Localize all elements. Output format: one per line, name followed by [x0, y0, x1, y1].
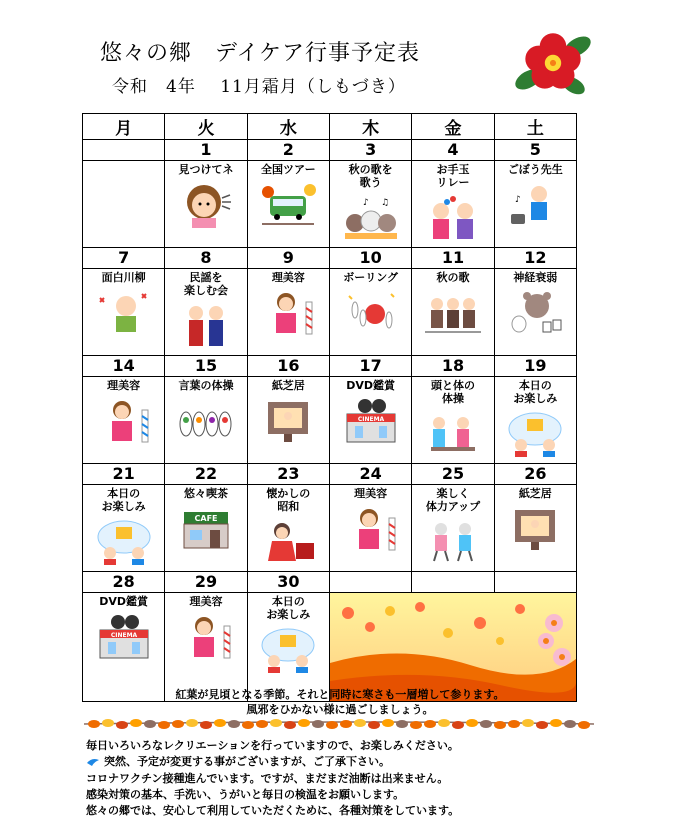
day-number	[83, 140, 165, 161]
day-number: 8	[165, 248, 247, 269]
notice-line-2-text: 突然、予定が変更する事がございますが、ご了承下さい。	[104, 755, 390, 768]
weekday-mon: 月	[83, 114, 165, 140]
day-number: 14	[83, 356, 165, 377]
event-cell	[247, 377, 329, 464]
date-row	[83, 356, 577, 377]
event-label: 本日の お楽しみ	[101, 487, 146, 513]
event-cell	[247, 269, 329, 356]
day-number: 10	[329, 248, 411, 269]
notice-line-5: 悠々の郷では、安心して利用していただくために、各種対策をしています。	[86, 804, 460, 817]
event-label: 紙芝居	[271, 379, 305, 392]
word-cards-icon	[176, 396, 236, 444]
event-label: 言葉の体操	[178, 379, 234, 392]
event-label: DVD鑑賞	[346, 379, 396, 392]
cinema-sign: CINEMA	[357, 416, 384, 423]
day-number: 25	[412, 464, 494, 485]
date-row	[83, 140, 577, 161]
weekday-thu: 木	[329, 114, 411, 140]
day-number: 29	[165, 572, 247, 593]
day-number: 4	[412, 140, 494, 161]
event-cell	[329, 485, 411, 572]
cinema-building-icon	[94, 612, 154, 660]
day-number: 12	[494, 248, 576, 269]
event-label: 本日の お楽しみ	[513, 379, 558, 405]
day-number: 24	[329, 464, 411, 485]
day-number: 22	[165, 464, 247, 485]
svg-text:♫: ♫	[380, 198, 389, 208]
event-cell	[165, 269, 247, 356]
autumn-message-1: 紅葉が見頃となる季節。それと同時に寒さも一層増して参ります。	[175, 688, 505, 701]
event-label: 全国ツアー	[260, 163, 316, 176]
retro-girl-piano-icon	[258, 517, 318, 565]
bird-icon	[86, 757, 100, 767]
elders-singing-icon	[423, 288, 483, 336]
event-row	[83, 485, 577, 572]
animals-singing-icon	[341, 193, 401, 241]
day-number	[494, 572, 576, 593]
cinema-building-icon	[341, 396, 401, 444]
event-label: 理美容	[189, 595, 223, 608]
cafe-storefront-icon	[176, 504, 236, 552]
day-number: 15	[165, 356, 247, 377]
event-cell	[247, 161, 329, 248]
event-cell	[494, 485, 576, 572]
event-cell	[165, 485, 247, 572]
event-cell	[412, 161, 494, 248]
elders-walking-icon	[423, 517, 483, 565]
event-cell	[412, 485, 494, 572]
event-cell	[329, 269, 411, 356]
hairdresser-icon	[176, 612, 236, 660]
weekday-tue: 火	[165, 114, 247, 140]
day-number: 1	[165, 140, 247, 161]
event-label: 見つけてネ	[178, 163, 234, 176]
event-label: 懐かしの 昭和	[266, 487, 311, 513]
event-cell	[329, 161, 411, 248]
event-cell	[412, 269, 494, 356]
autumn-message-2: 風邪をひかない様に過ごしましょう。	[246, 703, 434, 716]
event-label: ごぼう先生	[507, 163, 563, 176]
page-subtitle: 令和 4年 11月霜月（しもづき）	[112, 77, 406, 97]
event-label: 面白川柳	[101, 271, 146, 284]
kamishibai-theater-icon	[258, 396, 318, 444]
notice-line-2	[86, 753, 390, 769]
event-label: 楽しく 体力アップ	[425, 487, 481, 513]
children-surprise-icon	[94, 517, 154, 565]
day-number: 30	[247, 572, 329, 593]
calendar-table	[82, 113, 577, 702]
event-cell	[494, 161, 576, 248]
day-number	[412, 572, 494, 593]
autumn-leaves-divider-icon	[84, 715, 594, 733]
day-number: 2	[247, 140, 329, 161]
event-label: 理美容	[354, 487, 388, 500]
event-label: ボーリング	[343, 271, 399, 284]
event-row	[83, 377, 577, 464]
children-surprise-icon	[258, 625, 318, 673]
event-label: 悠々喫茶	[183, 487, 228, 500]
camellia-flower-icon	[512, 22, 594, 104]
event-label: 神経衰弱	[513, 271, 558, 284]
event-label: 理美容	[271, 271, 305, 284]
page-title: 悠々の郷 デイケア行事予定表	[100, 41, 421, 66]
children-surprise-icon	[505, 409, 565, 457]
day-number: 28	[83, 572, 165, 593]
notice-line-3: コロナワクチン接種進んでいます。ですが、まだまだ油断は出来ません。	[86, 772, 449, 785]
event-cell	[165, 161, 247, 248]
folk-dancers-icon	[176, 301, 236, 349]
weekday-header-row	[83, 114, 577, 140]
weekday-wed: 水	[247, 114, 329, 140]
day-number	[329, 572, 411, 593]
kamishibai-theater-icon	[505, 504, 565, 552]
event-row	[83, 161, 577, 248]
cinema-sign: CINEMA	[110, 632, 137, 639]
svg-text:♪: ♪	[515, 195, 522, 205]
event-cell	[83, 485, 165, 572]
weekday-fri: 金	[412, 114, 494, 140]
event-label: 理美容	[107, 379, 141, 392]
cafe-sign: CAFE	[194, 514, 218, 523]
elder-laughing-icon	[94, 288, 154, 336]
bear-rabbit-cards-icon	[505, 288, 565, 336]
notice-line-1: 毎日いろいろなレクリエーションを行っていますので、お楽しみください。	[86, 739, 459, 752]
day-number: 11	[412, 248, 494, 269]
date-row	[83, 464, 577, 485]
day-number: 17	[329, 356, 411, 377]
day-number: 23	[247, 464, 329, 485]
day-number: 21	[83, 464, 165, 485]
svg-text:♪: ♪	[362, 198, 369, 208]
event-cell	[412, 377, 494, 464]
event-cell	[329, 377, 411, 464]
event-label: 紙芝居	[518, 487, 552, 500]
tour-bus-icon	[258, 180, 318, 228]
day-number: 7	[83, 248, 165, 269]
bowling-icon	[341, 288, 401, 336]
event-cell	[494, 269, 576, 356]
event-cell	[83, 377, 165, 464]
event-label: 民謡を 楽しむ会	[183, 271, 228, 297]
exercise-elders-icon	[423, 409, 483, 457]
day-number: 9	[247, 248, 329, 269]
event-cell-empty	[83, 161, 165, 248]
day-number: 5	[494, 140, 576, 161]
girl-pointing-icon	[176, 180, 236, 228]
day-number: 16	[247, 356, 329, 377]
event-cell	[83, 269, 165, 356]
event-cell	[494, 377, 576, 464]
weekday-sat: 土	[494, 114, 576, 140]
event-label: 秋の歌を 歌う	[348, 163, 393, 189]
day-number: 26	[494, 464, 576, 485]
event-label: お手玉 リレー	[436, 163, 470, 189]
hairdresser-icon	[94, 396, 154, 444]
beanbag-women-icon	[423, 193, 483, 241]
event-label: 本日の お楽しみ	[266, 595, 311, 621]
event-label: 秋の歌	[436, 271, 470, 284]
event-row	[83, 269, 577, 356]
hairdresser-icon	[341, 504, 401, 552]
autumn-leaves-landscape-icon	[330, 593, 576, 701]
teacher-dancing-icon	[505, 180, 565, 228]
event-label: DVD鑑賞	[99, 595, 149, 608]
day-number: 19	[494, 356, 576, 377]
day-number: 18	[412, 356, 494, 377]
date-row	[83, 572, 577, 593]
hairdresser-icon	[258, 288, 318, 336]
day-number: 3	[329, 140, 411, 161]
event-label: 頭と体の 体操	[430, 379, 475, 405]
event-cell	[247, 485, 329, 572]
notice-line-4: 感染対策の基本、手洗い、うがいと毎日の検温をお願いします。	[86, 788, 405, 801]
event-cell	[165, 377, 247, 464]
date-row	[83, 248, 577, 269]
